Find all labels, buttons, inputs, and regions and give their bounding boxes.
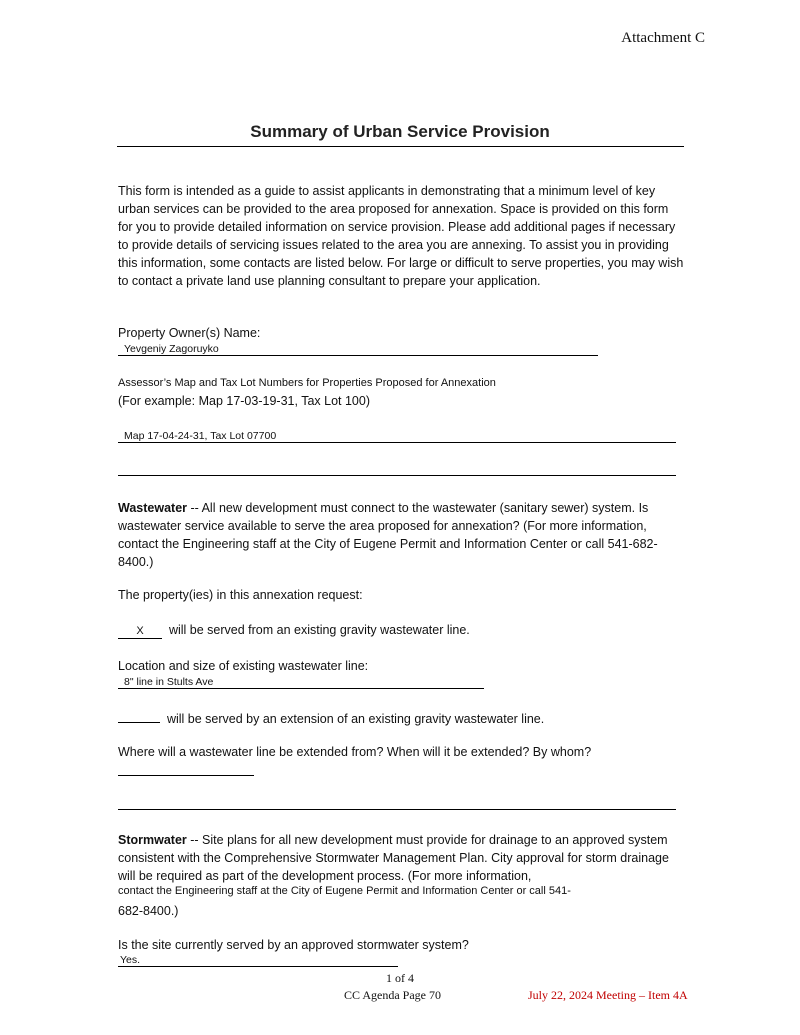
assessor-label: Assessor’s Map and Tax Lot Numbers for Properties Proposed for Annexation <box>118 377 496 389</box>
title-divider <box>117 146 684 147</box>
existing-line-mark[interactable]: X <box>118 625 162 639</box>
line-location-field[interactable]: 8" line in Stults Ave <box>118 676 484 689</box>
location-label: Location and size of existing wastewater line: <box>118 659 369 673</box>
extension-question: Where will a wastewater line be extended from? When will it be extended? By whom? <box>118 745 592 759</box>
stormwater-phone: 682-8400.) <box>118 904 179 918</box>
stormwater-heading: Stormwater <box>118 833 187 847</box>
wastewater-paragraph <box>118 499 684 571</box>
extension-mark[interactable] <box>118 709 160 723</box>
meeting-label: July 22, 2024 Meeting – Item 4A <box>528 988 688 1002</box>
wastewater-heading: Wastewater <box>118 501 188 515</box>
stormwater-text: -- Site plans for all new development must provide for drainage to an approved system consistent with the Comprehensive Stormwater Management Plan. City approval for storm drainage will be required as part of the development process. (For more information, <box>118 833 669 883</box>
tax-lot-field[interactable]: Map 17-04-24-31, Tax Lot 07700 <box>118 430 676 443</box>
option-existing-line <box>118 621 684 639</box>
blank-line[interactable] <box>118 809 676 810</box>
page-number: 1 of 4 <box>386 971 414 985</box>
intro-paragraph: This form is intended as a guide to assist applicants in demonstrating that a minimum level of key urban services can be provided to the area proposed for annexation. Space is provided on this form for you to provide detailed information on service provision. Please add additional pages if necessary to provide details of servicing issues related to the area you are annexing. To assist you in providing this information, some contacts are listed below. For large or difficult to serve properties, you may wish to contact a private land use planning consultant to prepare your application. <box>118 184 684 288</box>
stormwater-contact: contact the Engineering staff at the City of Eugene Permit and Information Center or call 541- <box>118 885 571 897</box>
property-label: The property(ies) in this annexation request: <box>118 588 363 602</box>
owner-name-field[interactable]: Yevgeniy Zagoruyko <box>118 343 598 356</box>
attachment-label: Attachment C <box>621 30 705 46</box>
option-extension <box>118 709 684 728</box>
stormwater-answer-field[interactable]: Yes. <box>118 954 398 967</box>
blank-line[interactable] <box>118 475 676 476</box>
page-title: Summary of Urban Service Provision <box>250 122 550 141</box>
extension-answer-line[interactable] <box>118 775 254 776</box>
agenda-page: CC Agenda Page 70 <box>344 988 441 1002</box>
stormwater-question: Is the site currently served by an approved stormwater system? <box>118 938 469 952</box>
owner-label: Property Owner(s) Name: <box>118 326 261 340</box>
stormwater-paragraph <box>118 831 684 885</box>
existing-line-text: will be served from an existing gravity wastewater line. <box>168 623 470 637</box>
extension-text: will be served by an extension of an existing gravity wastewater line. <box>166 712 545 726</box>
assessor-example: (For example: Map 17-03-19-31, Tax Lot 100) <box>118 394 370 408</box>
wastewater-text: -- All new development must connect to the wastewater (sanitary sewer) system. Is wastewater service available to serve the area proposed for annexation? (For more information, contact the Engineering staff at the City of Eugene Permit and Information Center or call 541-682-8400.) <box>118 501 658 569</box>
